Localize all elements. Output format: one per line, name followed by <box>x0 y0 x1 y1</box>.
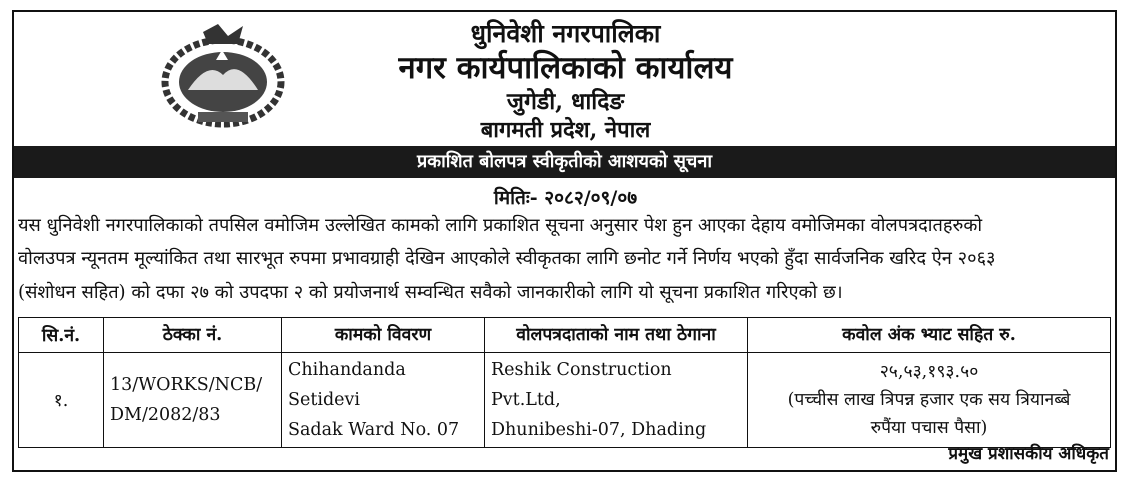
cell-sn: १. <box>19 353 104 448</box>
province-name: बागमती प्रदेश, नेपाल <box>480 117 651 143</box>
table-row <box>19 353 1111 448</box>
cell-bidder <box>485 353 748 448</box>
notice-date: मितिः- २०८२/०९/०७ <box>493 187 638 209</box>
bid-table <box>18 317 1111 448</box>
municipality-name: धुनिवेशी नगरपालिका <box>470 19 661 48</box>
header-sn: सि.नं. <box>19 318 104 353</box>
body-line-1: यस धुनिवेशी नगरपालिकाको तपसिल वमोजिम उल्लेखित कामको लागि प्रकाशित सूचना अनुसार पेश हुन आएका देहाय वमोजिमका वोलपत्रदातहरुको <box>18 215 983 236</box>
cell-work-description <box>282 353 485 448</box>
amount-words-line-1: (पच्चीस लाख त्रिपन्न हजार एक सय त्रियानब्बे <box>787 390 1071 410</box>
header-amount: कवोल अंक भ्याट सहित रु. <box>748 318 1111 353</box>
cell-contract-no <box>104 353 282 448</box>
work-line-2: Sadak Ward No. 07 <box>288 420 460 440</box>
table-header-row <box>19 318 1111 353</box>
header-work-description: कामको विवरण <box>282 318 485 353</box>
bidder-line-2: Dhunibeshi-07, Dhading <box>491 420 707 440</box>
bidder-line-1: Reshik Construction Pvt.Ltd, <box>491 360 672 410</box>
header-bidder: वोलपत्रदाताको नाम तथा ठेगाना <box>485 318 748 353</box>
office-location: जुगेडी, धादिङ <box>506 88 625 115</box>
amount-figure: २५,५३,१९३.५० <box>879 362 979 382</box>
amount-words-line-2: रुपैंया पचास पैसा) <box>870 418 988 438</box>
work-line-1: Chihandanda Setidevi <box>288 360 406 410</box>
contract-line-2: DM/2082/83 <box>110 405 221 425</box>
office-name: नगर कार्यपालिकाको कार्यालय <box>398 50 733 86</box>
contract-line-1: 13/WORKS/NCB/ <box>110 375 263 395</box>
notice-title: प्रकाशित बोलपत्र स्वीकृतीको आशयको सूचना <box>14 146 1115 178</box>
cell-amount <box>748 353 1111 448</box>
body-line-3: (संशोधन सहित) को दफा २७ को उपदफा २ को प्रयोजनार्थ सम्वन्धित सवैको जानकारीको लागि यो सूचना प्रकाशित गरिएको छ। <box>18 282 843 303</box>
body-line-2: वोलउपत्र न्यूनतम मूल्यांकित तथा सारभूत रुपमा प्रभावग्राही देखिन आएकोले स्वीकृतका लागि छनोट गर्ने निर्णय भएको हुँदा सार्वजनिक खरिद ऐन २०६३ <box>18 248 996 269</box>
header-contract-no: ठेक्का नं. <box>104 318 282 353</box>
signatory-title: प्रमुख प्रशासकीय अधिकृत <box>948 444 1109 464</box>
